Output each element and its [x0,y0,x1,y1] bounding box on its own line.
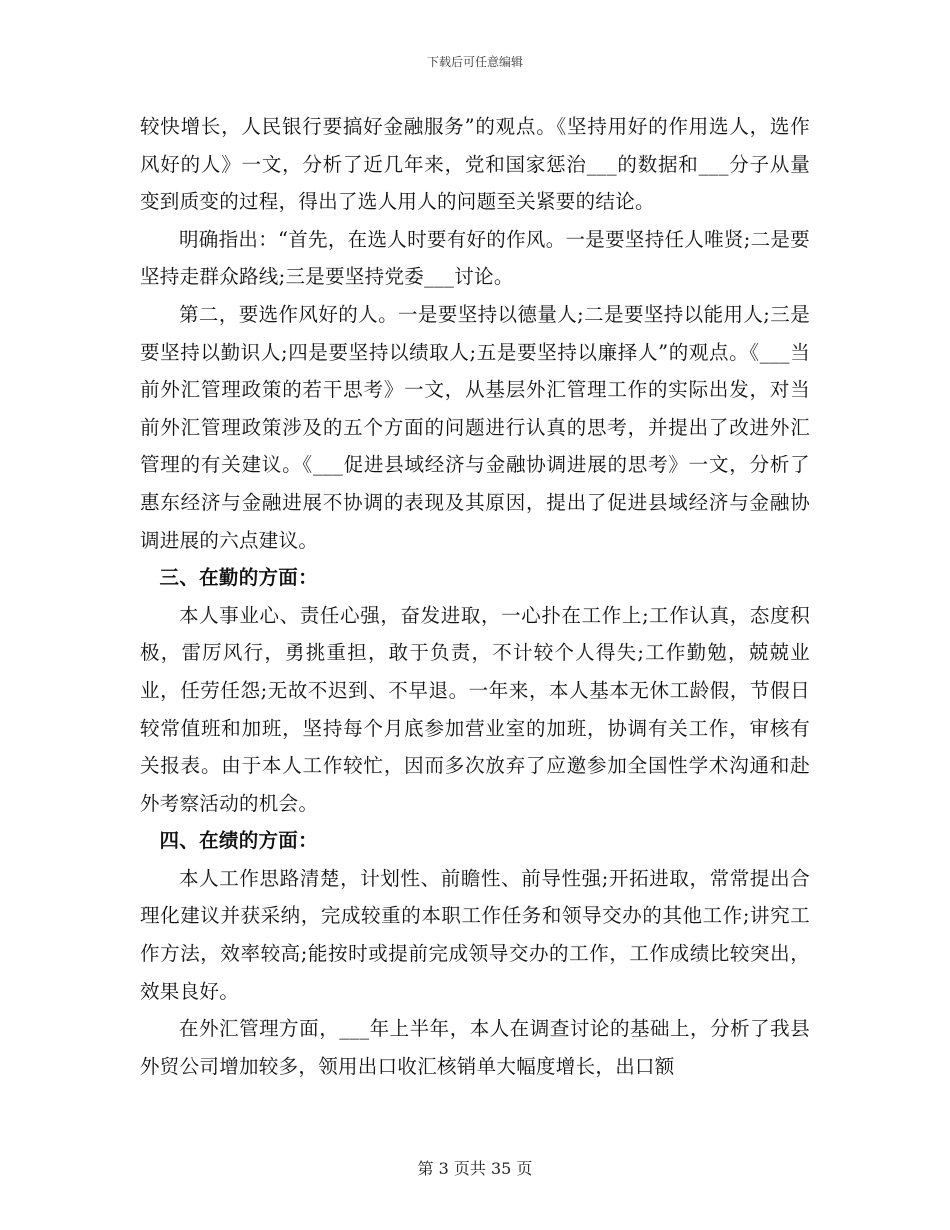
page-footer: 第 3 页共 35 页 [417,1159,533,1178]
paragraph-3: 第二，要选作风好的人。一是要坚持以德量人;二是要坚持以能用人;三是要坚持以勤识人;四是要坚持以绩取人;五是要坚持以廉择人”的观点。《___当前外汇管理政策的若干思考》一文，从基层外汇管理工作的实际出发，对当前外汇管理政策涉及的五个方面的问题进行认真的思考，并提出了改进外汇管理的有关建议。《___促进县域经济与金融协调进展的思考》一文，分析了惠东经济与金融进展不协调的表现及其原因，提出了促进县域经济与金融协调进展的六点建议。 [140,302,810,552]
paragraph-1: 较快增长，人民银行要搞好金融服务”的观点。《坚持用好的作用选人，选作风好的人》一文，分析了近几年来，党和国家惩治___的数据和___分子从量变到质变的过程，得出了选人用人的问题至关紧要的结论。 [140,115,810,214]
paragraph-2: 明确指出：“首先，在选人时要有好的作风。一是要坚持任人唯贤;二是要坚持走群众路线;三是要坚持党委___讨论。 [140,227,810,289]
document-body [140,108,810,1085]
section-heading-diligence: 三、在勤的方面： [159,566,318,590]
paragraph-5: 本人工作思路清楚，计划性、前瞻性、前导性强;开拓进取，常常提出合理化建议并获采纳，完成较重的本职工作任务和领导交办的其他工作;讲究工作方法，效率较高;能按时或提前完成领导交办的工作，工作成绩比较突出，效果良好。 [140,866,810,1003]
page-header: 下载后可任意编辑 [426,55,523,69]
section-heading-performance: 四、在绩的方面： [159,829,318,853]
paragraph-4: 本人事业心、责任心强，奋发进取，一心扑在工作上;工作认真，态度积极，雷厉风行，勇挑重担，敢于负责，不计较个人得失;工作勤勉，兢兢业业，任劳任怨;无故不迟到、不早退。一年来，本人基本无休工龄假，节假日较常值班和加班，坚持每个月底参加营业室的加班，协调有关工作，审核有关报表。由于本人工作较忙，因而多次放弃了应邀参加全国性学术沟通和赴外考察活动的机会。 [140,603,810,815]
paragraph-6: 在外汇管理方面，___年上半年，本人在调查讨论的基础上，分析了我县外贸公司增加较多，领用出口收汇核销单大幅度增长，出口额 [140,1017,810,1078]
